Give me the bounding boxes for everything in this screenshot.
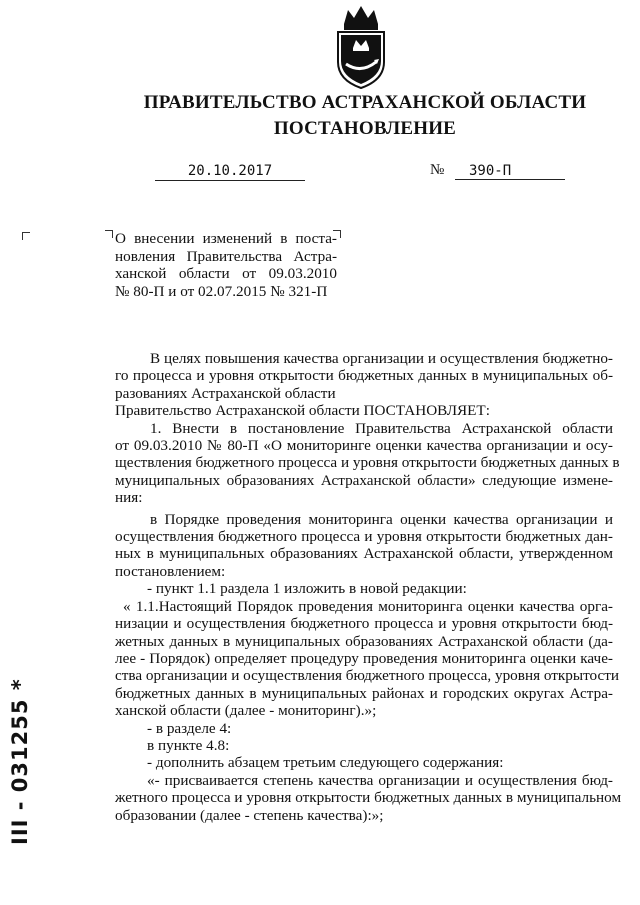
body-line: в Порядке проведения мониторинга оценки качества организации и (150, 510, 613, 528)
body-line: В целях повышения качества организации и осуществления бюджетно- (150, 350, 613, 367)
coat-of-arms-emblem (330, 4, 392, 90)
body-line: бюджетных данных в муниципальных районах и городских округах Астра- (115, 684, 613, 702)
body-line: в пункте 4.8: (147, 736, 230, 754)
number-sign: № (430, 162, 445, 178)
corner-mark-left (22, 232, 30, 240)
body-line: « 1.1.Настоящий Порядок проведения мониторинга оценки качества орга- (123, 597, 613, 615)
body-line: жетного процесса и уровня открытости бюджетных данных в муниципальном (115, 789, 622, 807)
document-date: 20.10.2017 (155, 163, 305, 181)
serial-number-stamp: III - 031255 * (8, 678, 32, 845)
body-line: го процесса и уровня открытости бюджетных данных в муниципальных об- (115, 367, 613, 385)
resolution-body (115, 350, 622, 824)
document-number: 390-П (455, 163, 565, 180)
body-line: 1. Внести в постановление Правительства Астраханской области (150, 419, 613, 437)
body-line: муниципальных образованиях Астраханской области» следующие измене- (115, 471, 613, 489)
corner-mark-subject-left (105, 230, 113, 238)
body-line: жетных данных в муниципальных образованиях Астраханской области (да- (115, 632, 613, 650)
subject-line: ханской области от 09.03.2010 (115, 265, 337, 282)
body-line: Правительство Астраханской области ПОСТАНОВЛЯЕТ: (115, 402, 490, 420)
subject-line: новления Правительства Астра- (115, 247, 337, 265)
body-line: низации и осуществления бюджетного процесса и уровня открытости бюд- (115, 615, 613, 633)
body-line: - пункт 1.1 раздела 1 изложить в новой редакции: (147, 580, 467, 598)
subject-block (115, 230, 337, 300)
subject-line: № 80-П и от 02.07.2015 № 321-П (115, 282, 328, 300)
body-line: ства организации и осуществления бюджетного процесса, уровня открытости (115, 667, 619, 685)
body-line: ществления бюджетного процесса и уровня открытости бюджетных данных в (115, 454, 620, 472)
body-line: лее - Порядок) определяет процедуру проведения мониторинга оценки каче- (115, 649, 613, 667)
body-line: осуществления бюджетного процесса и уровня открытости бюджетных дан- (115, 528, 613, 546)
body-line: - в разделе 4: (147, 719, 232, 737)
document-type-title: ПОСТАНОВЛЕНИЕ (273, 118, 457, 139)
body-line: «- присваивается степень качества организации и осуществления бюд- (147, 771, 613, 789)
body-line: разованиях Астраханской области (115, 384, 336, 402)
body-line: образовании (далее - степень качества):»; (115, 806, 384, 824)
body-line: - дополнить абзацем третьим следующего содержания: (147, 754, 504, 772)
body-line: постановлением: (115, 562, 226, 580)
body-line: ния: (115, 489, 143, 507)
body-line: от 09.03.2010 № 80-П «О мониторинге оценки качества организации и осу- (115, 437, 613, 455)
body-line: ханской области (далее - мониторинг).»; (115, 702, 377, 720)
body-line: ных в муниципальных образованиях Астраханской области, утвержденном (115, 545, 613, 563)
organization-title: ПРАВИТЕЛЬСТВО АСТРАХАНСКОЙ ОБЛАСТИ (143, 92, 587, 113)
subject-line: О внесении изменений в поста- (115, 230, 337, 247)
